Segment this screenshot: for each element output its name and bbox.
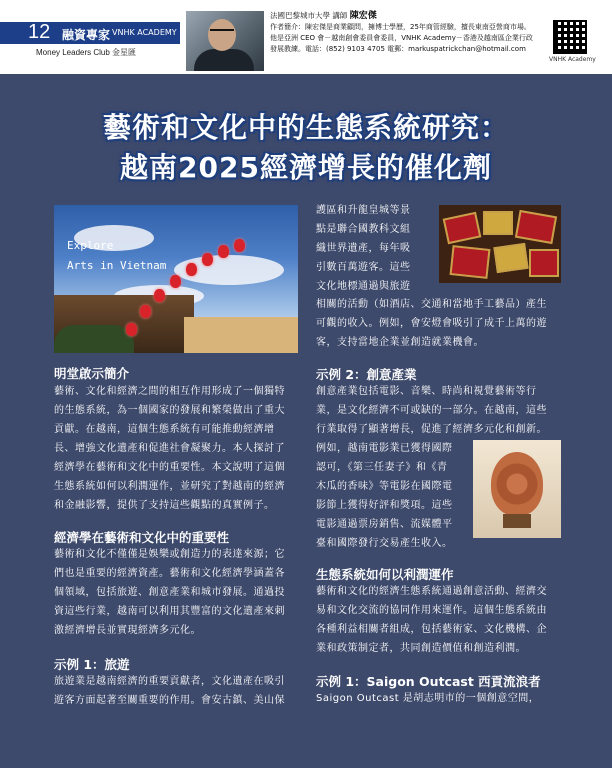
text-line: 電影通過票房銷售、流媒體平 — [316, 519, 453, 530]
author-contact: 發展教練。電話：(852) 9103 4705 電郵：markuspatrickchan@hotmail.com — [270, 45, 526, 53]
section-heading-creative: 示例 2：創意產業 — [316, 367, 417, 382]
text-line: 文化地標通過與旅遊 — [316, 281, 411, 292]
text-line: 認可，《第三任妻子》和《青 — [316, 462, 448, 473]
tourism-continued-wide — [316, 295, 564, 352]
text-line: 經濟學在藝術和文化中的重要性。本文說明了這個 — [54, 462, 285, 473]
photo-caption-1: Explore — [67, 239, 114, 252]
page-number: 12 — [28, 21, 51, 43]
text-line: 相關的活動（如酒店、交通和當地手工藝品）產生 — [316, 299, 547, 310]
author-intro: 作者簡介：陳宏傑是商業顧問，擁博士學歷，25年商管經驗，擅長東南亞營商市場。 — [270, 23, 531, 31]
text-line: 旅遊業是越南經濟的重要貢獻者，文化遺產在吸引 — [54, 676, 285, 687]
section-body-creative-narrow — [316, 439, 471, 553]
section-body-creative — [316, 382, 564, 439]
section-body-economics — [54, 545, 302, 640]
section-heading-intro: 明堂啟示簡介 — [54, 366, 130, 381]
section-body-tourism — [54, 672, 302, 710]
text-line: 創意產業包括電影、音樂、時尚和視覺藝術等行 — [316, 386, 537, 397]
section-heading-tourism: 示例 1：旅遊 — [54, 657, 130, 672]
text-line: 點是聯合國教科文組 — [316, 224, 411, 235]
text-line: 業，是文化經濟不可或缺的一部分。在越南，這些 — [316, 405, 547, 416]
text-line: 個領域，包括旅遊、創意產業和城市發展。通過投 — [54, 587, 285, 598]
section-body-ecosystem — [316, 582, 564, 658]
lantern-photo — [54, 205, 298, 353]
text-line: 護區和升龍皇城等景 — [316, 205, 411, 216]
text-line: 藝術、文化和經濟之間的相互作用形成了一個獨特 — [54, 386, 285, 397]
text-line: 的生態系統，為一個國家的發展和繁榮做出了重大 — [54, 405, 285, 416]
author-info — [270, 10, 552, 55]
text-line: 行業取得了顯著增長，促進了經濟多元化和創新。 — [316, 424, 547, 435]
article-title-line-1: 藝術和文化中的生態系統研究： — [102, 111, 509, 144]
text-line: 易和文化交流的協同作用來運作。這個生態系統由 — [316, 605, 547, 616]
text-line: 激經濟增長並實現經濟多元化。 — [54, 625, 201, 636]
photo-caption-2: Arts in Vietnam — [67, 259, 167, 272]
section-body-saigon-outcast — [316, 689, 564, 708]
author-portrait — [186, 11, 264, 71]
column-title: 融資專家 — [62, 28, 111, 42]
qr-label: VNHK Academy — [549, 56, 596, 63]
text-line: 引數百萬遊客。這些 — [316, 262, 411, 273]
text-line: 生態系統如何以利潤運作，並研究了對越南的經濟 — [54, 481, 285, 492]
section-heading-saigon-outcast: 示例 1：Saigon Outcast 西貢流浪者 — [316, 674, 541, 689]
text-line: 業和政策制定者，共同創造價值和創造利潤。 — [316, 643, 526, 654]
text-line: 例如，越南電影業已獲得國際 — [316, 443, 453, 454]
author-org: 法國巴黎城市大學 講師 — [270, 11, 348, 20]
text-line: 織世界遺產，每年吸 — [316, 243, 411, 254]
club-name: Money Leaders Club 金星匯 — [36, 48, 137, 57]
ceramic-ornament-photo — [473, 440, 561, 538]
lacquer-boxes-photo — [439, 205, 561, 283]
text-line: 臺和國際發行交易產生收入。 — [316, 538, 453, 549]
column-subtitle: VNHK ACADEMY — [112, 28, 177, 37]
text-line: 遊客方面起著至關重要的作用。會安古鎮、美山保 — [54, 695, 285, 706]
text-line: 藝術和文化的經濟生態系統通過創意活動、經濟交 — [316, 586, 547, 597]
qr-code — [555, 22, 585, 52]
text-line: 貢獻。在越南，這個生態系統有可能推動經濟增 — [54, 424, 275, 435]
text-line: 資這些行業，越南可以利用其豐富的文化遺產來刺 — [54, 606, 285, 617]
column-badge — [0, 22, 180, 44]
text-line: 影節上獲得好評和獎項。這些 — [316, 500, 453, 511]
article-title-line-2: 越南2025經濟增長的催化劑 — [120, 151, 492, 184]
author-intro-2: 他是亞洲 CEO 會－越南創會委員會委員，VNHK Academy－香港及越南區企業行政 — [270, 34, 533, 42]
section-heading-ecosystem: 生態系統如何以利潤運作 — [316, 567, 454, 582]
tourism-continued-narrow — [316, 201, 436, 296]
page-header — [0, 0, 612, 74]
author-name: 陳宏傑 — [349, 11, 377, 21]
text-line: 長、增強文化遺產和促進社會凝聚力。本人探討了 — [54, 443, 285, 454]
text-line: 們也是重要的經濟資產。藝術和文化經濟學涵蓋各 — [54, 568, 285, 579]
text-line: Saigon Outcast 是胡志明市的一個創意空間， — [316, 693, 540, 704]
text-line: 各種利益相關者組成，包括藝術家、文化機構、企 — [316, 624, 547, 635]
text-line: 木瓜的香味》等電影在國際電 — [316, 481, 453, 492]
text-line: 和金融影響，提供了支持這些觀點的真實例子。 — [54, 500, 275, 511]
text-line: 藝術和文化不僅僅是娛樂或創造力的表達來源；它 — [54, 549, 285, 560]
section-body-intro — [54, 382, 302, 515]
section-heading-economics: 經濟學在藝術和文化中的重要性 — [54, 530, 230, 545]
text-line: 客，支持當地企業並創造就業機會。 — [316, 337, 484, 348]
text-line: 可觀的收入。例如，會安燈會吸引了成千上萬的遊 — [316, 318, 547, 329]
